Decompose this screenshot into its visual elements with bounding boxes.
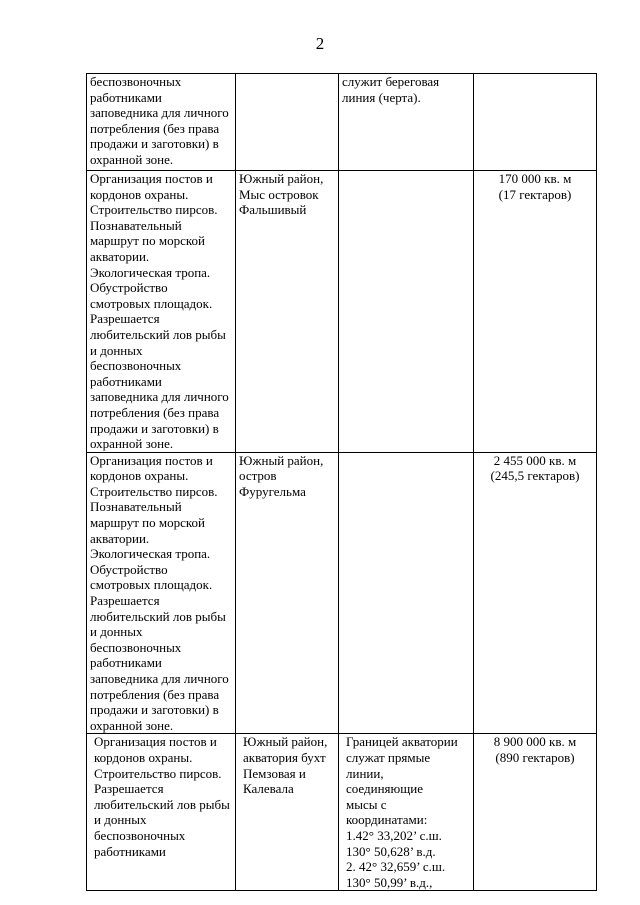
area-cell: 2 455 000 кв. м (245,5 гектаров) — [474, 452, 597, 734]
table-row — [87, 452, 597, 734]
table-row — [87, 734, 597, 891]
location-cell: Южный район, остров Фуругельма — [236, 452, 339, 734]
zones-table — [86, 73, 597, 891]
activity-cell: беспозвоночных работниками заповедника для личного потребления (без права продажи и заготовки) в охранной зоне. — [87, 74, 236, 171]
activity-cell: Организация постов и кордонов охраны. Строительство пирсов. Разрешается любительский лов рыбы и донных беспозвоночных работниками — [87, 734, 236, 891]
table-row — [87, 171, 597, 453]
location-cell: Южный район, Мыс островок Фальшивый — [236, 171, 339, 453]
table-row — [87, 74, 597, 171]
activity-cell: Организация постов и кордонов охраны. Строительство пирсов. Познавательный маршрут по морской акватории. Экологическая тропа. Обустройство смотровых площадок. Разрешается любительский лов рыбы и донных беспозвоночных работниками заповедника для личного потребления (без права продажи и заготовки) в охранной зоне. — [87, 452, 236, 734]
area-cell — [474, 74, 597, 171]
boundary-cell: Границей акватории служат прямые линии, соединяющие мысы с координатами: 1.42° 33,202’ с.ш. 130° 50,628’ в.д. 2. 42° 32,659’ с.ш. 130° 50,99’ в.д., — [339, 734, 474, 891]
boundary-cell — [339, 171, 474, 453]
boundary-cell: служит береговая линия (черта). — [339, 74, 474, 171]
page-number: 2 — [315, 34, 325, 53]
location-cell: Южный район, акватория бухт Пемзовая и Калевала — [236, 734, 339, 891]
area-cell: 170 000 кв. м (17 гектаров) — [474, 171, 597, 453]
boundary-cell — [339, 452, 474, 734]
activity-cell: Организация постов и кордонов охраны. Строительство пирсов. Познавательный маршрут по морской акватории. Экологическая тропа. Обустройство смотровых площадок. Разрешается любительский лов рыбы и донных беспозвоночных работниками заповедника для личного потребления (без права продажи и заготовки) в охранной зоне. — [87, 171, 236, 453]
location-cell — [236, 74, 339, 171]
area-cell: 8 900 000 кв. м (890 гектаров) — [474, 734, 597, 891]
